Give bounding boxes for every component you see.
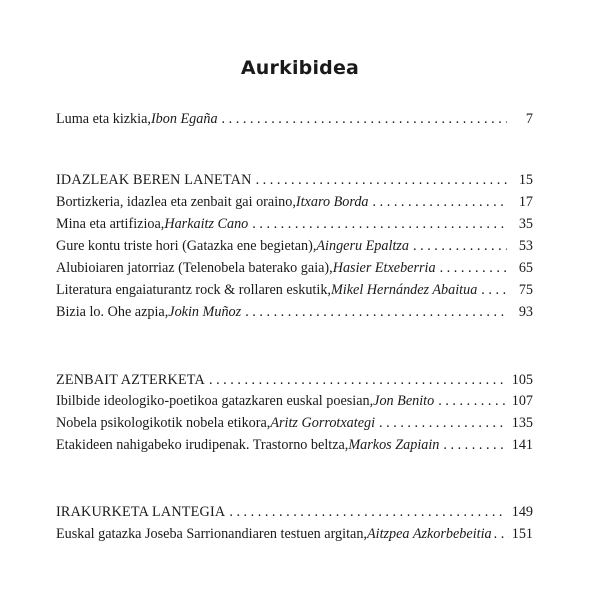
toc-entry[interactable] bbox=[56, 281, 533, 299]
toc-entry[interactable] bbox=[56, 414, 533, 432]
entry-title: Mina eta artifizioa, bbox=[56, 216, 165, 232]
entry-author: Aitzpea Azkorbebeitia bbox=[366, 526, 492, 542]
entry-title: Luma eta kizkia, bbox=[56, 111, 151, 127]
toc-entry[interactable] bbox=[56, 237, 533, 255]
entry-title: Literatura engaiaturantz rock & rollaren eskutik, bbox=[56, 282, 331, 298]
entry-title: Nobela psikologikotik nobela etikora, bbox=[56, 415, 271, 431]
toc-entry[interactable] bbox=[56, 110, 533, 128]
entry-page-number: 35 bbox=[518, 216, 533, 232]
leader-dots bbox=[209, 371, 507, 389]
toc-entry[interactable] bbox=[56, 525, 533, 543]
entry-page-number: 93 bbox=[518, 304, 533, 320]
entry-author: Markos Zapiain bbox=[348, 437, 440, 453]
entry-page-number: 15 bbox=[518, 172, 533, 188]
leader-dots bbox=[229, 503, 507, 521]
entry-author: Aritz Gorrotxategi bbox=[270, 415, 376, 431]
leader-dots bbox=[481, 281, 507, 299]
toc-entry[interactable] bbox=[56, 259, 533, 277]
entry-title: Alubioiaren jatorriaz (Telenobela baterako gaia), bbox=[56, 260, 333, 276]
entry-page-number: 135 bbox=[511, 415, 533, 431]
section-title: IRAKURKETA LANTEGIA bbox=[56, 504, 226, 520]
section-title: ZENBAIT AZTERKETA bbox=[56, 372, 205, 388]
entry-page-number: 17 bbox=[518, 194, 533, 210]
entry-page-number: 149 bbox=[511, 504, 533, 520]
toc-section-heading[interactable] bbox=[56, 371, 533, 389]
toc-entry[interactable] bbox=[56, 303, 533, 321]
entry-title: Bortizkeria, idazlea eta zenbait gai oraino, bbox=[56, 194, 296, 210]
entry-page-number: 105 bbox=[511, 372, 533, 388]
toc-entry[interactable] bbox=[56, 193, 533, 211]
entry-page-number: 141 bbox=[511, 437, 533, 453]
entry-title: Ibilbide ideologiko-poetikoa gatazkaren euskal poesian, bbox=[56, 393, 374, 409]
toc-entry[interactable] bbox=[56, 215, 533, 233]
entry-page-number: 151 bbox=[511, 526, 533, 542]
entry-author: Itxaro Borda bbox=[295, 194, 369, 210]
entry-author: Ibon Egaña bbox=[150, 111, 218, 127]
leader-dots bbox=[440, 259, 507, 277]
leader-dots bbox=[222, 110, 507, 128]
section-title: IDAZLEAK BEREN LANETAN bbox=[56, 172, 252, 188]
entry-page-number: 65 bbox=[518, 260, 533, 276]
toc-entry[interactable] bbox=[56, 392, 533, 410]
entry-page-number: 107 bbox=[511, 393, 533, 409]
leader-dots bbox=[413, 237, 507, 255]
entry-title: Bizia lo. Ohe azpia, bbox=[56, 304, 169, 320]
leader-dots bbox=[373, 193, 507, 211]
leader-dots bbox=[438, 392, 507, 410]
entry-author: Mikel Hernández Abaitua bbox=[330, 282, 478, 298]
leader-dots bbox=[245, 303, 507, 321]
leader-dots bbox=[494, 525, 509, 543]
entry-title: Etakideen nahigabeko irudipenak. Trastorno beltza, bbox=[56, 437, 349, 453]
toc-section-heading[interactable] bbox=[56, 171, 533, 189]
entry-page-number: 75 bbox=[518, 282, 533, 298]
leader-dots bbox=[443, 436, 507, 454]
page-title: Aurkibidea bbox=[240, 57, 360, 79]
entry-page-number: 7 bbox=[525, 111, 533, 127]
leader-dots bbox=[252, 215, 507, 233]
entry-title: Gure kontu triste hori (Gatazka ene begietan), bbox=[56, 238, 317, 254]
entry-page-number: 53 bbox=[518, 238, 533, 254]
toc-entry[interactable] bbox=[56, 436, 533, 454]
entry-title: Euskal gatazka Joseba Sarrionandiaren testuen argitan, bbox=[56, 526, 367, 542]
leader-dots bbox=[379, 414, 507, 432]
toc-section-heading[interactable] bbox=[56, 503, 533, 521]
leader-dots bbox=[256, 171, 507, 189]
entry-author: Hasier Etxeberria bbox=[332, 260, 436, 276]
entry-author: Harkaitz Cano bbox=[164, 216, 249, 232]
entry-author: Jokin Muñoz bbox=[168, 304, 242, 320]
entry-author: Aingeru Epaltza bbox=[316, 238, 409, 254]
entry-author: Jon Benito bbox=[373, 393, 435, 409]
